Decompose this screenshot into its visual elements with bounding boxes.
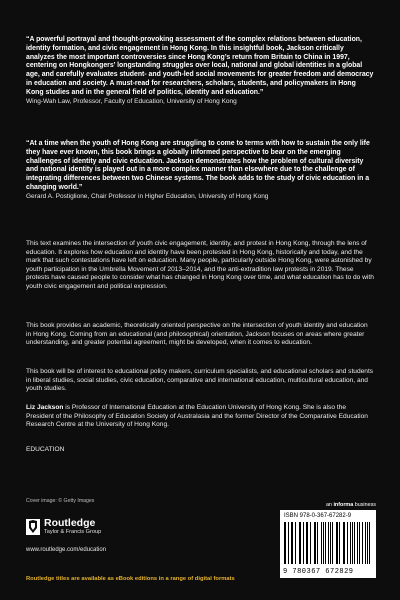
description-paragraph-1: This text examines the intersection of youth civic engagement, identity, and protest in Hong Kong, through the lens of education. It explores how education and identity have been protested in Hong Kong, historically and today, and the mark that such contestations have left on education. Many people, particularly outside Hong Kong, were astonished by youth participation in the Umbrella Movement of 2013–2014, and the anti-extradition law protests in 2019. These protests have caused people to consider what has changed in Hong Kong over time, and what education has to do with youth civic engagement and political expression. [26,240,374,290]
quote-text: “A powerful portrayal and thought-provoking assessment of the complex relations between education, identity formation, and civic engagement in Hong Kong. In this insightful book, Jackson critically analyzes the most important controversies since Hong Kong’s return from Britain to China in 1997, centering on Hongkongers’ longstanding struggles over local, national and global identities in a global age, and carefully evaluates student- and youth-led social movements for greater freedom and democracy in education and society. A must-read for researchers, scholars, students, and policymakers in Hong Kong studies and in the general field of politics, identity and education.” [26,36,374,96]
description-paragraph-2: This book provides an academic, theoretically oriented perspective on the intersection of youth identity and education in Hong Kong. Coming from an educational (and philosophical) orientation, Jackson focuses on areas where greater understanding, and greater potential agreement, might be developed, when it comes to education. [26,322,368,347]
quote-attribution: Wing-Wah Law, Professor, Faculty of Education, University of Hong Kong [26,97,237,105]
publisher-logo [26,518,101,536]
quote-text: “At a time when the youth of Hong Kong are struggling to come to terms with how to sustain the only life they have ever known, this book brings a globally informed perspective to bear on the emerging challenges of identity and civic education. Jackson demonstrates how the problem of cultural diversity and national identity is played out in a more complex manner than elsewhere due to the challenge of integrating differences between two Chinese systems. The book adds to the study of civic education in a changing world.” [26,140,370,191]
barcode-area [280,502,376,578]
description-paragraph-3: This book will be of interest to educational policy makers, curriculum specialists, and educational scholars and students in liberal studies, social studies, civic education, comparative and international education, multicultural education, and youth studies. [26,368,374,393]
publisher-name: Routledge [44,517,96,529]
barcode-bar [332,522,333,564]
subject-category: EDUCATION [26,446,65,453]
author-name: Liz Jackson [26,404,64,411]
cover-image-credit: Cover image: © Getty Images [26,498,95,504]
quote-attribution: Gerard A. Postiglione, Chair Professor in Higher Education, University of Hong Kong [26,192,269,200]
isbn-label: ISBN 978-0-367-67282-9 [284,513,352,519]
barcode-bar [339,522,340,564]
barcode-bar [307,522,308,564]
barcode-bar [365,522,366,564]
barcode-icon [284,522,372,564]
informa-imprint: an informa business [325,502,376,508]
routledge-logo-icon [26,519,40,535]
publisher-website[interactable]: www.routledge.com/education [26,547,107,553]
barcode-bar [328,522,329,564]
barcode-bar [299,522,300,564]
endorsement-quote-2 [26,140,374,201]
barcode-bar [357,522,358,564]
barcode-bar [306,522,307,564]
ebook-note: Routledge titles are available as eBook editions in a range of digital formats [26,576,235,582]
barcode-bar [285,522,286,564]
barcode-bar [292,522,293,564]
author-bio-text: is Professor of International Education at the Education University of Hong Kong. She is also the President of the Philosophy of Education Society of Australasia and the former Director of the Comparative Education Research Centre at the University of Hong Kong. [26,404,368,429]
barcode-bar [344,522,345,564]
barcode-bar [315,522,316,564]
endorsement-quote-1 [26,36,374,106]
barcode-bar [352,522,353,564]
barcode-number: 9 780367 672829 [283,568,354,576]
barcode-bar [321,522,322,564]
author-bio [26,404,374,430]
barcode-panel [280,510,376,578]
publisher-group: Taylor & Francis Group [44,529,102,535]
